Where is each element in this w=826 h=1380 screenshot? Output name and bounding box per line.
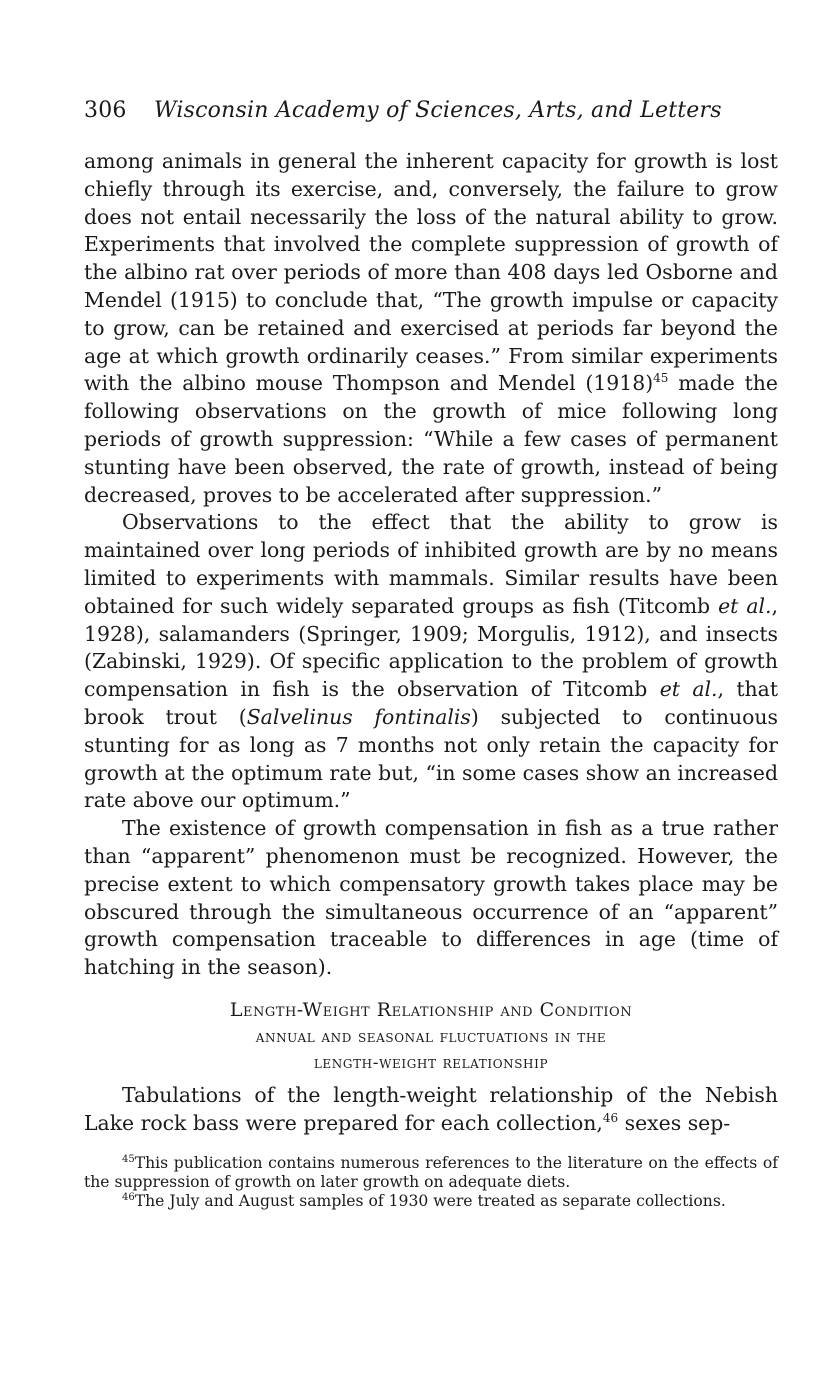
paragraph-2-text-c: , that brook trout ( — [84, 677, 779, 729]
paragraph-1 — [84, 148, 778, 509]
paragraph-3: The existence of growth compensation in fish as a true rather than “apparent” phenomenon must be recognized. However, the precise extent to which compensatory growth takes place may be obscured through the simultaneous occurrence of an “apparent” growth compensation traceable to differences in age (time of hatching in the season). — [84, 816, 778, 980]
paragraph-2-text-a: Observations to the effect that the ability to grow is maintained over long periods of inhibited growth are by no means limited to experiments with mammals. Similar results have been obtained for such widely separated groups as fish (Titcomb — [84, 510, 778, 618]
running-head — [84, 96, 778, 126]
paragraph-4-continuation: sexes sep- — [618, 1110, 731, 1135]
section-subheading-line-1: annual and seasonal fluctuations in the — [255, 1026, 607, 1047]
species-name: Salvelinus fontinalis — [246, 704, 471, 729]
section-body — [84, 1082, 778, 1138]
footnote-text: The July and August samples of 1930 were treated as separate collections. — [134, 1191, 726, 1210]
page-number: 306 — [84, 98, 127, 123]
paragraph-2-et-al-2: et al. — [659, 677, 718, 702]
paragraph-4 — [84, 1082, 778, 1138]
footnote-46 — [84, 1192, 778, 1211]
paragraph-2-text-d: ) subjected to continuous stunting for as long as 7 months not only retain the capacity for growth at the optimum rate but, “in some cases show an increased rate above our optimum.” — [84, 704, 778, 813]
footnote-mark: 46 — [122, 1191, 135, 1203]
journal-title: Wisconsin Academy of Sciences, Arts, and Letters — [154, 98, 722, 123]
paragraph-2-et-al-1: et al. — [718, 593, 772, 618]
paragraph-2 — [84, 509, 778, 815]
body-text — [84, 148, 778, 982]
section-headings — [84, 996, 778, 1076]
paragraph-4-text: Tabulations of the length-weight relationship of the Nebish Lake rock bass were prepared for each collection, — [84, 1082, 778, 1135]
paragraph-1-continuation: made the following observations on the growth of mice following long periods of growth suppression: “While a few cases of permanent stunting have been observed, the rate of growth, instead of being decreased, proves to be accelerated after suppression.” — [84, 371, 779, 507]
paragraph-2-text-b: , 1928), salamanders (Springer, 1909; Morgulis, 1912), and insects (Zabinski, 1929). Of specific application to the problem of growth compensation in fish is the observation of Titcomb — [84, 593, 778, 702]
footnote-text: This publication contains numerous references to the literature on the effects of the suppression of growth on later growth on adequate diets. — [84, 1153, 778, 1191]
footnote-45 — [84, 1154, 778, 1192]
section-subheading-line-2: length-weight relationship — [313, 1052, 549, 1073]
footnote-reference-46: 46 — [602, 1110, 619, 1125]
section-heading: Length-Weight Relationship and Condition — [229, 998, 633, 1021]
journal-page — [84, 96, 778, 1211]
footnotes — [84, 1154, 778, 1211]
footnote-reference-45: 45 — [653, 371, 669, 386]
footnote-mark: 45 — [122, 1153, 135, 1165]
paragraph-1-text: among animals in general the inherent capacity for growth is lost chiefly through its exercise, and, conversely, the failure to grow does not entail necessarily the loss of the natural ability to grow. Experiments that involved the complete suppression of growth of the albino rat over periods of more than 408 days led Osborne and Mendel (1915) to conclude that, “The growth impulse or capacity to grow, can be retained and exercised at periods far beyond the age at which growth ordinarily ceases.” From similar experiments with the albino mouse Thompson and Mendel (1918) — [84, 149, 778, 396]
